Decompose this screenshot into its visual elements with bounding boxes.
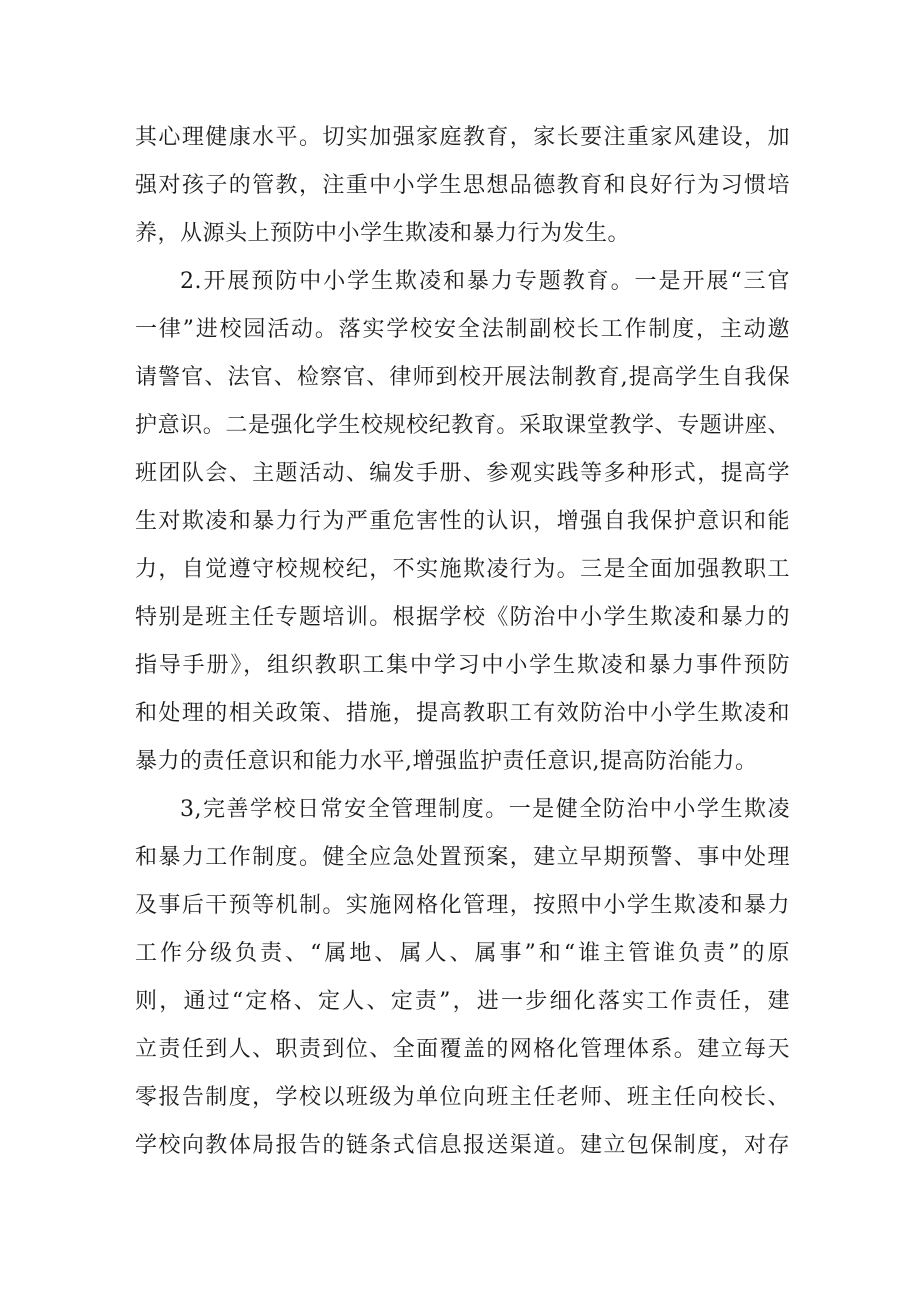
paragraph-2-line-11: 暴力的责任意识和能力水平,增强监护责任意识,提高防治能力。 — [135, 749, 758, 774]
paragraph-2-line-1: 2.开展预防中小学生欺凌和暴力专题教育。一是开展“三官 — [180, 269, 790, 294]
paragraph-2-line-9: 指导手册》，组织教职工集中学习中小学生欺凌和暴力事件预防 — [135, 653, 790, 678]
paragraph-2-line-6: 生对欺凌和暴力行为严重危害性的认识，增强自我保护意识和能 — [135, 509, 790, 534]
paragraph-3-line-2: 和暴力工作制度。健全应急处置预案，建立早期预警、事中处理 — [135, 845, 790, 870]
paragraph-3-line-6: 立责任到人、职责到位、全面覆盖的网格化管理体系。建立每天 — [135, 1037, 790, 1062]
paragraph-2-line-7: 力，自觉遵守校规校纪，不实施欺凌行为。三是全面加强教职工 — [135, 557, 790, 582]
paragraph-3-line-1: 3,完善学校日常安全管理制度。一是健全防治中小学生欺凌 — [180, 797, 790, 822]
paragraph-2-line-10: 和处理的相关政策、措施，提高教职工有效防治中小学生欺凌和 — [135, 701, 790, 726]
paragraph-2-line-3: 请警官、法官、检察官、律师到校开展法制教育,提高学生自我保 — [135, 365, 790, 390]
paragraph-3-line-3: 及事后干预等机制。实施网格化管理，按照中小学生欺凌和暴力 — [135, 893, 790, 918]
paragraph-3-line-4: 工作分级负责、“属地、属人、属事”和“谁主管谁负责”的原 — [135, 941, 790, 966]
paragraph-1-line-2: 强对孩子的管教，注重中小学生思想品德教育和良好行为习惯培 — [135, 173, 790, 198]
paragraph-2-line-4: 护意识。二是强化学生校规校纪教育。采取课堂教学、专题讲座、 — [135, 413, 790, 438]
paragraph-2-line-5: 班团队会、主题活动、编发手册、参观实践等多种形式，提高学 — [135, 461, 790, 486]
paragraph-1-line-1: 其心理健康水平。切实加强家庭教育，家长要注重家风建设，加 — [135, 125, 790, 150]
paragraph-3-line-5: 则，通过“定格、定人、定责”，进一步细化落实工作责任，建 — [135, 989, 790, 1014]
paragraph-2-line-2: 一律”进校园活动。落实学校安全法制副校长工作制度，主动邀 — [135, 317, 790, 342]
paragraph-3-line-8: 学校向教体局报告的链条式信息报送渠道。建立包保制度，对存 — [135, 1133, 790, 1158]
paragraph-2-line-8: 特别是班主任专题培训。根据学校《防治中小学生欺凌和暴力的 — [135, 605, 790, 630]
paragraph-3-line-7: 零报告制度，学校以班级为单位向班主任老师、班主任向校长、 — [135, 1085, 790, 1110]
paragraph-1-line-3: 养，从源头上预防中小学生欺凌和暴力行为发生。 — [135, 221, 631, 246]
